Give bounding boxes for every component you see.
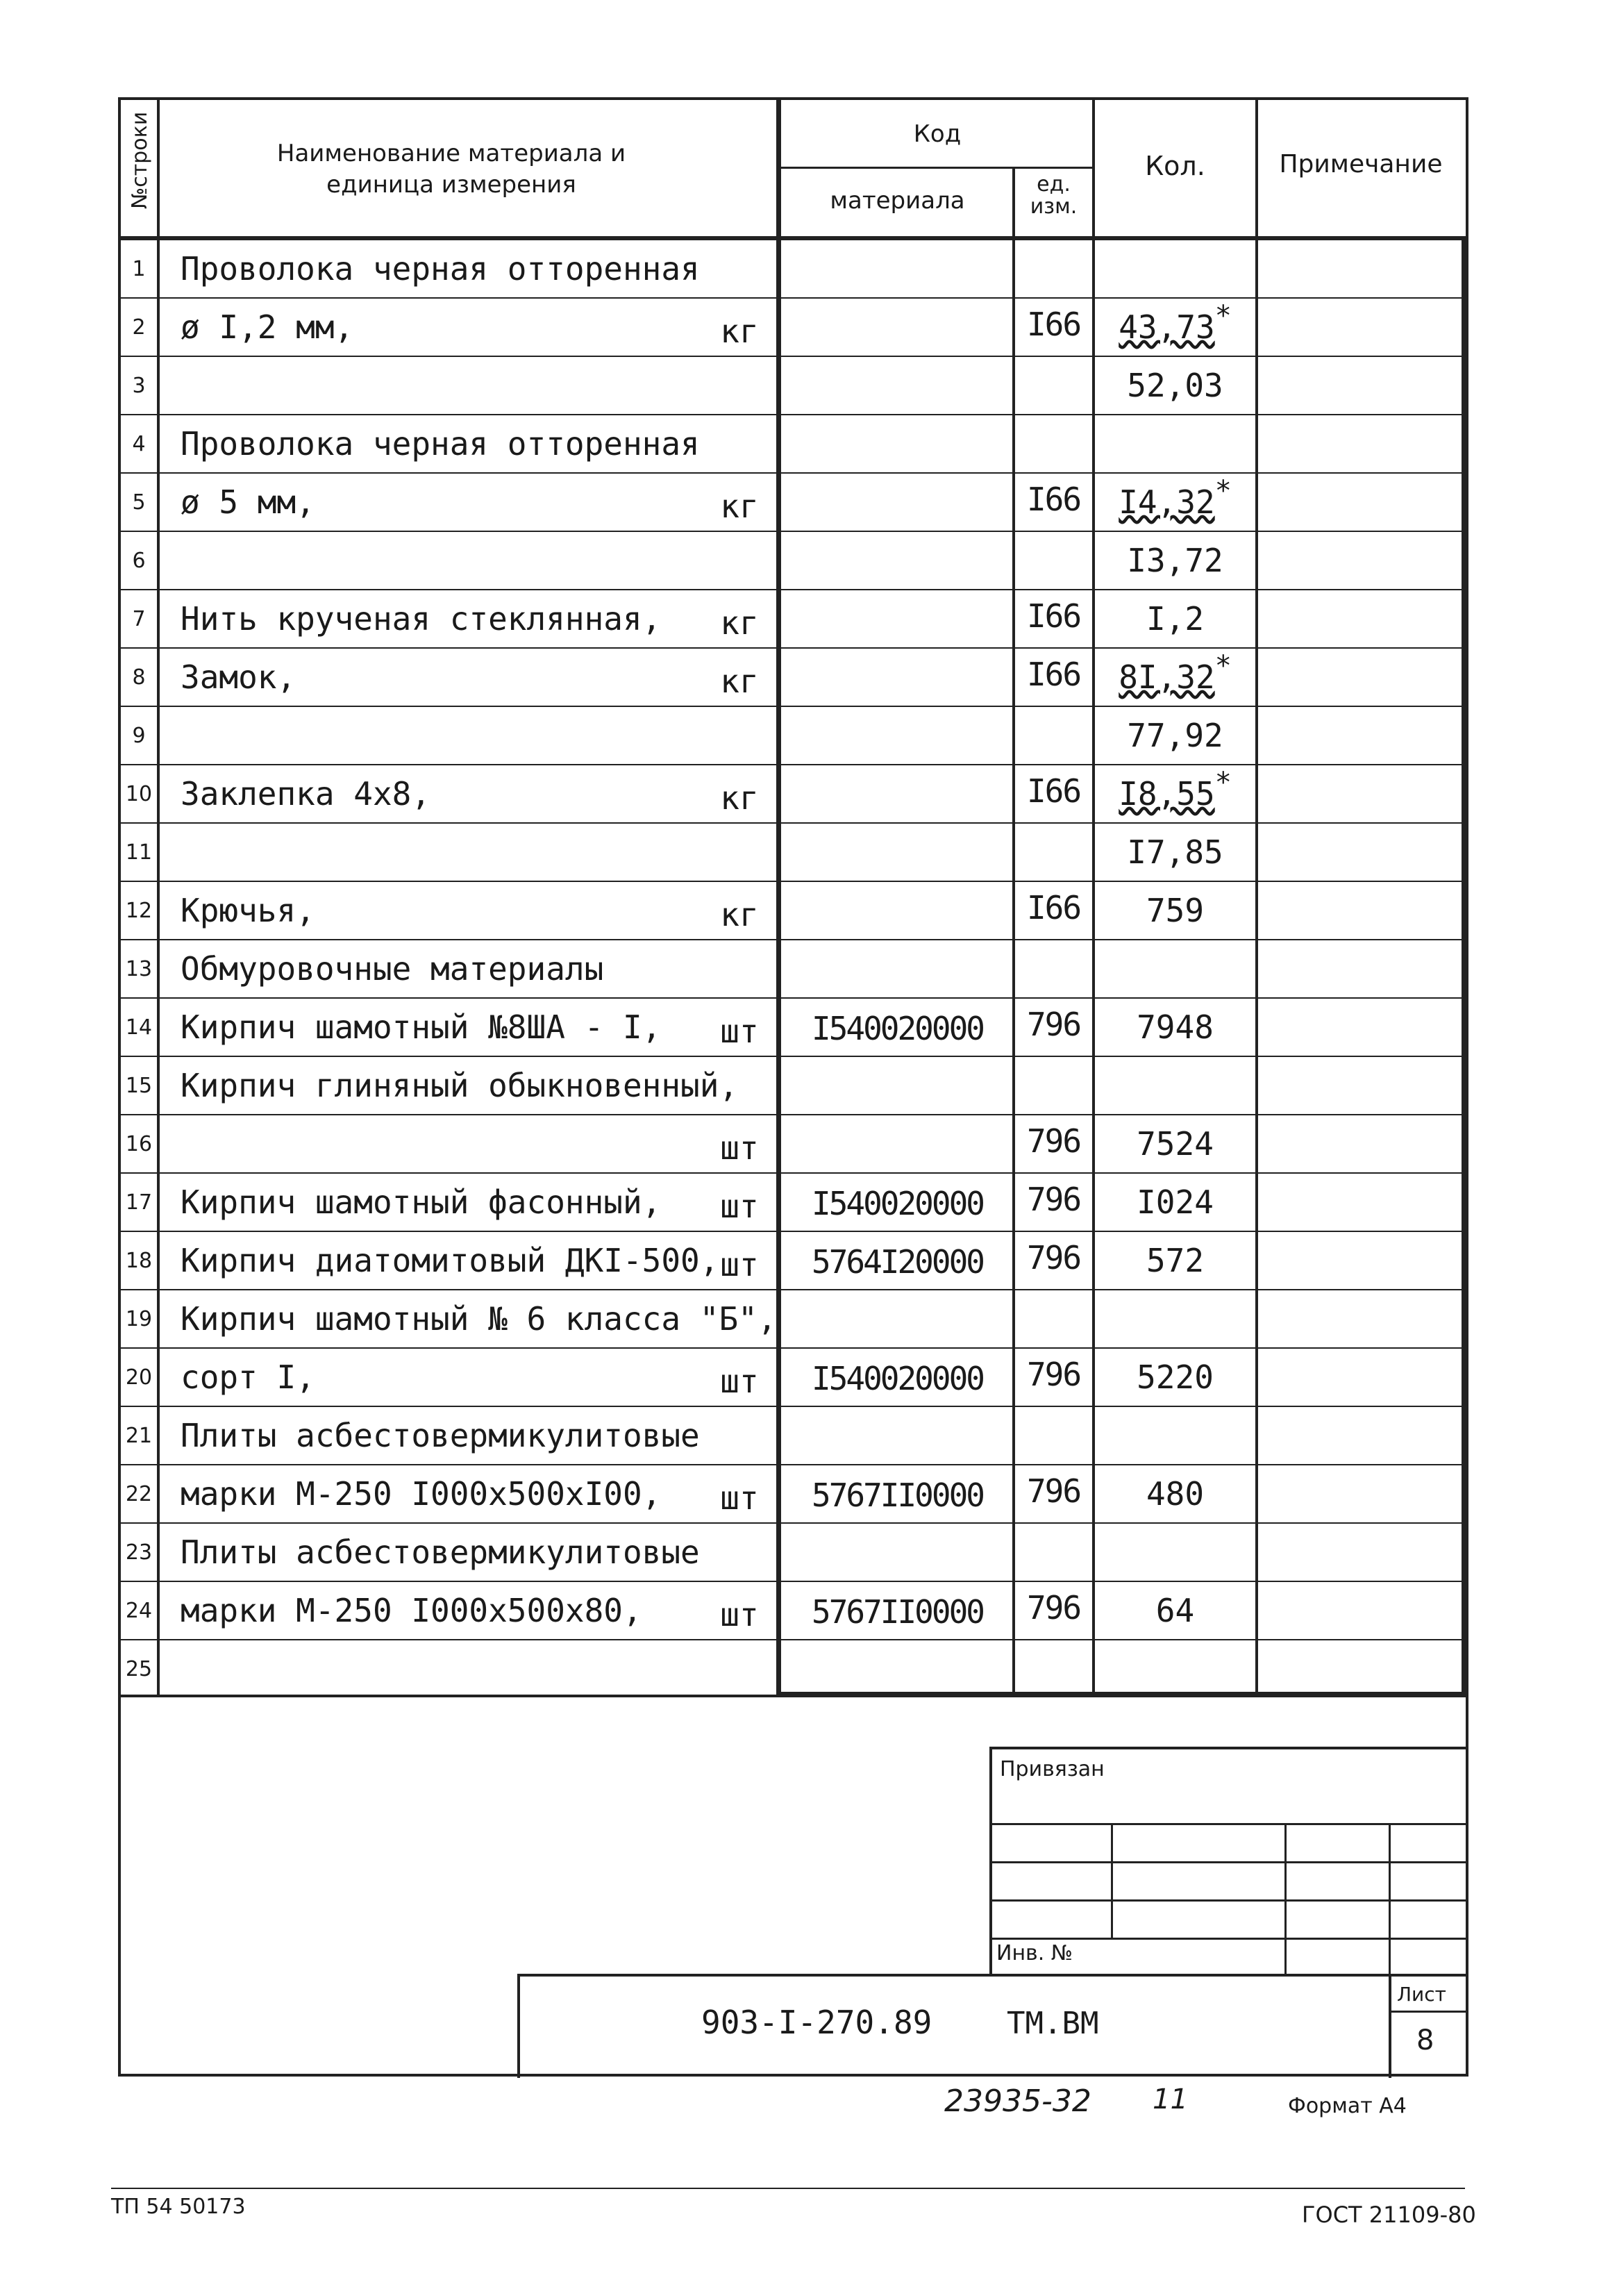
quantity-value: 64 [1155, 1592, 1195, 1629]
row-separator [118, 472, 1465, 474]
quantity [1094, 717, 1257, 754]
material-code: 5764I20000 [812, 1243, 983, 1281]
quantity [1094, 300, 1257, 346]
material-code: 5767II0000 [812, 1476, 983, 1514]
header-row-no: №строки [128, 111, 152, 209]
material-code: I540020000 [812, 1185, 983, 1222]
material-unit: шт [720, 1129, 759, 1167]
row-number: 24 [125, 1599, 153, 1623]
row-separator [118, 1056, 1465, 1057]
quantity [1094, 1008, 1257, 1046]
row-number: 6 [132, 549, 146, 573]
row-separator [118, 939, 1465, 940]
row-separator [118, 647, 1465, 649]
row-separator [118, 1406, 1465, 1407]
tb-inv-label: Инв. № [996, 1941, 1073, 1965]
row-separator [118, 414, 1465, 415]
material-name: ø 5 мм, [181, 483, 315, 521]
material-name: Кирпич глиняный обыкновенный, [181, 1067, 739, 1104]
unit-code: 796 [1026, 1239, 1081, 1276]
material-name: сорт I, [181, 1358, 315, 1396]
unit-code: 796 [1026, 1006, 1081, 1043]
material-name: ø I,2 мм, [181, 308, 354, 346]
row-number: 3 [132, 374, 146, 398]
row-number: 4 [132, 432, 146, 456]
material-name: Обмуровочные материалы [181, 950, 604, 988]
quantity-value: 8I,32 [1119, 658, 1215, 696]
col-line-note-right [1462, 236, 1466, 1695]
row-number: 25 [125, 1657, 153, 1681]
row-number: 9 [132, 724, 146, 748]
row-separator [118, 1639, 1465, 1640]
row-separator [118, 356, 1465, 357]
row-separator [118, 822, 1465, 824]
row-separator [118, 1522, 1465, 1524]
paper-format: Формат А4 [1288, 2094, 1407, 2118]
quantity-value: I3,72 [1127, 542, 1223, 579]
material-unit: шт [720, 1188, 759, 1225]
header-name-line1: Наименование материала и [276, 140, 626, 167]
quantity-value: I7,85 [1127, 833, 1223, 871]
quantity [1094, 367, 1257, 404]
row-number: 2 [132, 315, 146, 340]
header-bottom-line [118, 236, 1468, 240]
material-name: марки М-250 I000х500х80, [181, 1592, 642, 1629]
row-separator [118, 881, 1465, 882]
header-code-unit-2: изм. [1030, 194, 1078, 219]
footer-line [111, 2188, 1465, 2189]
row-number: 16 [125, 1132, 153, 1156]
quantity-star-mark: * [1214, 767, 1232, 799]
row-separator [118, 297, 1465, 299]
material-unit: кг [720, 313, 759, 350]
material-name: Заклепка 4х8, [181, 775, 431, 813]
row-number: 8 [132, 665, 146, 690]
tb-line-1 [989, 1823, 1468, 1825]
row-number: 5 [132, 490, 146, 515]
quantity [1094, 650, 1257, 696]
material-name: Нить крученая стеклянная, [181, 600, 662, 638]
row-number: 11 [125, 840, 153, 865]
quantity-value: 572 [1146, 1242, 1205, 1279]
quantity-value: 7948 [1137, 1008, 1214, 1046]
tb-bound-label: Привязан [1000, 1757, 1105, 1781]
material-name: Плиты асбестовермикулитовые [181, 1533, 700, 1571]
unit-code: I66 [1026, 481, 1081, 518]
quantity-value: I024 [1137, 1183, 1214, 1221]
tb-line-3 [989, 1899, 1468, 1902]
quantity-value: 52,03 [1127, 367, 1223, 404]
material-name: марки М-250 I000х500хI00, [181, 1475, 662, 1513]
tb-sheet-label: Лист [1397, 1983, 1446, 2006]
material-name: Кирпич шамотный фасонный, [181, 1183, 662, 1221]
row-number: 14 [125, 1015, 153, 1040]
header-code: Код [913, 120, 962, 148]
row-separator [118, 1581, 1465, 1582]
material-name: Проволока черная отторенная [181, 250, 700, 288]
quantity-star-mark: * [1214, 475, 1232, 507]
material-code: I540020000 [812, 1010, 983, 1047]
tb-vline-2 [1284, 1823, 1287, 1976]
tb-sheet-split [1389, 2011, 1468, 2013]
header-code-unit-1: ед. [1037, 172, 1071, 197]
quantity-star-mark: * [1214, 300, 1232, 332]
quantity [1094, 1125, 1257, 1163]
tb-doc-suffix: ТМ.ВМ [1007, 2006, 1099, 2041]
material-unit: шт [720, 1596, 759, 1633]
row-number: 10 [125, 782, 153, 806]
row-number: 21 [125, 1424, 153, 1448]
quantity [1094, 1475, 1257, 1513]
quantity-value: I,2 [1146, 600, 1205, 638]
unit-code: I66 [1026, 306, 1081, 343]
row-number: 22 [125, 1482, 153, 1506]
col-line-code [1012, 167, 1015, 1695]
row-number: 12 [125, 899, 153, 923]
material-unit: шт [720, 1013, 759, 1050]
material-unit: кг [720, 896, 759, 933]
quantity [1094, 892, 1257, 929]
unit-code: 796 [1026, 1181, 1081, 1218]
gost-code: ГОСТ 21109-80 [1302, 2202, 1476, 2228]
material-code: I540020000 [812, 1360, 983, 1397]
quantity [1094, 1242, 1257, 1279]
unit-code: I66 [1026, 656, 1081, 693]
material-name: Замок, [181, 658, 296, 696]
header-name-line2: единица измерения [326, 171, 576, 199]
quantity [1094, 767, 1257, 813]
unit-code: 796 [1026, 1122, 1081, 1160]
tb-main-left [517, 1974, 520, 2078]
quantity-value: 759 [1146, 892, 1205, 929]
row-separator [118, 1114, 1465, 1115]
header-code-material: материала [830, 187, 965, 215]
material-unit: шт [720, 1363, 759, 1400]
tb-bound-top [989, 1747, 1468, 1749]
tb-doc-code: 903-I-270.89 [701, 2004, 932, 2041]
unit-code: I66 [1026, 597, 1081, 635]
row-number: 17 [125, 1190, 153, 1215]
material-unit: кг [720, 779, 759, 817]
quantity [1094, 475, 1257, 521]
header-qty: Кол. [1145, 151, 1205, 181]
unit-code: 796 [1026, 1472, 1081, 1510]
row-separator [118, 997, 1465, 999]
row-separator [118, 1231, 1465, 1232]
left-code: ТП 54 50173 [111, 2195, 246, 2219]
quantity-value: 5220 [1137, 1358, 1214, 1396]
row-number: 18 [125, 1249, 153, 1273]
quantity [1094, 542, 1257, 579]
row-number: 1 [132, 257, 146, 281]
col-line-name [776, 97, 781, 1695]
material-unit: кг [720, 604, 759, 642]
material-name: Плиты асбестовермикулитовые [181, 1417, 700, 1454]
row-separator [118, 589, 1465, 590]
quantity-value: 7524 [1137, 1125, 1214, 1163]
quantity [1094, 600, 1257, 638]
tb-line-2 [989, 1861, 1468, 1863]
material-name: Проволока черная отторенная [181, 425, 700, 463]
tb-sheet-number: 8 [1416, 2024, 1434, 2056]
material-name: Кирпич шамотный № 6 класса "Б", [181, 1300, 777, 1338]
row-number: 19 [125, 1307, 153, 1331]
header-code-split-line [778, 167, 1094, 169]
row-number: 23 [125, 1540, 153, 1565]
material-unit: кг [720, 488, 759, 525]
row-separator [118, 1289, 1465, 1290]
unit-code: I66 [1026, 772, 1081, 810]
archive-part: 11 [1153, 2083, 1188, 2115]
row-separator [118, 764, 1465, 765]
quantity-value: I8,55 [1119, 775, 1215, 813]
titleblock-top-line [118, 1695, 1468, 1697]
unit-code: I66 [1026, 889, 1081, 926]
material-name: Кирпич шамотный №8ША - I, [181, 1008, 662, 1046]
row-separator [118, 1172, 1465, 1174]
tb-main-top [517, 1974, 1468, 1977]
quantity [1094, 1183, 1257, 1221]
quantity [1094, 1592, 1257, 1629]
row-separator [118, 706, 1465, 707]
material-code: 5767II0000 [812, 1593, 983, 1631]
tb-sheet-left [1389, 1974, 1391, 2078]
header-note: Примечание [1279, 150, 1443, 178]
material-name: Кирпич диатомитовый ДКI-500, [181, 1242, 719, 1279]
archive-number: 23935-32 [944, 2083, 1091, 2119]
quantity-value: 77,92 [1127, 717, 1223, 754]
tb-line-4 [989, 1938, 1468, 1940]
quantity-value: 43,73 [1119, 308, 1215, 346]
row-separator [118, 1464, 1465, 1465]
unit-code: 796 [1026, 1356, 1081, 1393]
row-number: 15 [125, 1074, 153, 1098]
row-separator [118, 1347, 1465, 1349]
unit-code: 796 [1026, 1589, 1081, 1627]
tb-vline-1 [1111, 1823, 1113, 1938]
row-separator [118, 531, 1465, 532]
quantity-value: I4,32 [1119, 483, 1215, 521]
quantity-value: 480 [1146, 1475, 1205, 1513]
col-line-rownum [157, 97, 160, 1695]
quantity [1094, 833, 1257, 871]
tb-vline-3 [1389, 1823, 1391, 1976]
quantity-star-mark: * [1214, 650, 1232, 682]
material-unit: шт [720, 1479, 759, 1517]
row-number: 7 [132, 607, 146, 631]
material-unit: кг [720, 663, 759, 700]
material-name: Крючья, [181, 892, 315, 929]
row-number: 13 [125, 957, 153, 981]
material-unit: шт [720, 1246, 759, 1283]
quantity [1094, 1358, 1257, 1396]
row-number: 20 [125, 1365, 153, 1390]
